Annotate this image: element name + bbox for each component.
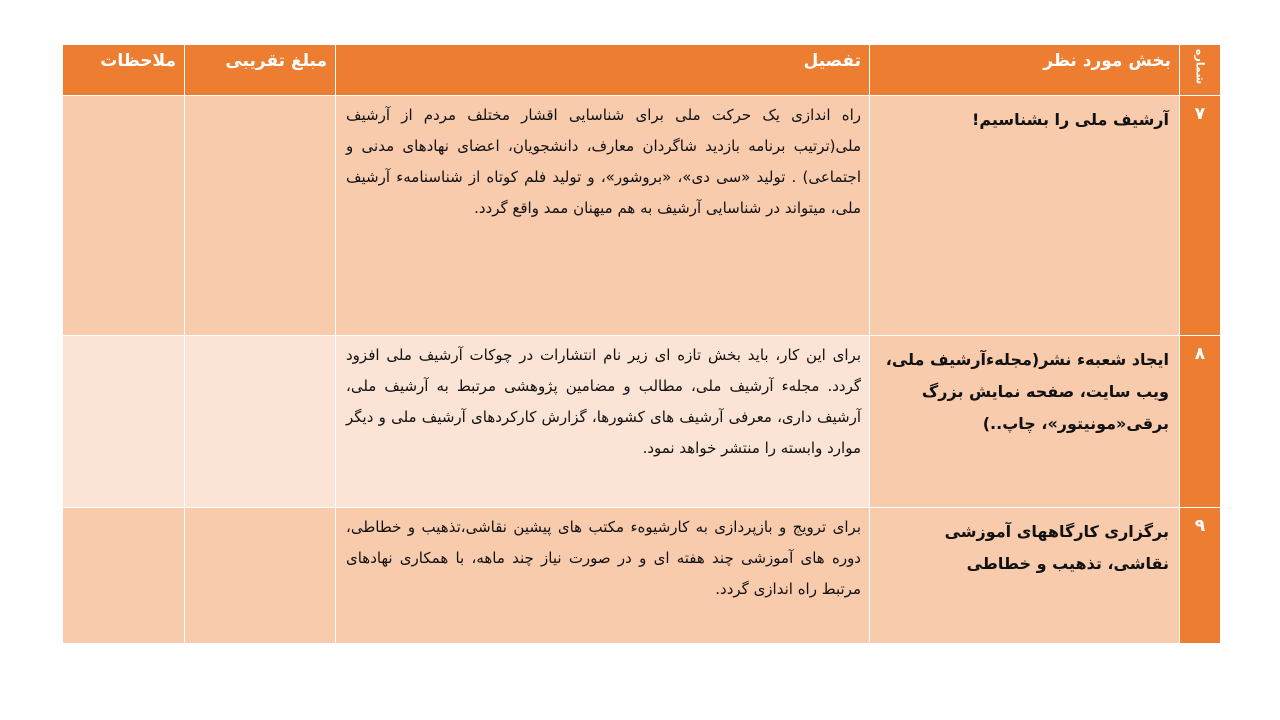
row-notes [63,96,185,336]
header-detail: تفصیل [336,45,870,96]
row-section: آرشیف ملی را بشناسیم! [870,96,1180,336]
row-detail: برای این کار، باید بخش تازه ای زیر نام انتشارات در چوکات آرشیف ملی افزود گردد. مجلهء آرشیف ملی، مطالب و مضامین پژوهشی مرتبط به آرشیف ملی، آرشیف داری، معرفی آرشیف های کشورها، گزارش کارکردهای آرشیف ملی و دیگر موارد وابسته را منتشر خواهد نمود. [336,336,870,508]
row-number: ۹ [1180,508,1221,644]
row-number: ۸ [1180,336,1221,508]
row-detail: راه اندازی یک حرکت ملی برای شناسایی اقشار مختلف مردم از آرشیف ملی(ترتیب برنامه بازدید شاگردان معارف، دانشجویان، اعضای نهادهای مدنی و اجتماعی) . تولید «سی دی»، «بروشور»، و تولید فلم کوتاه از شناسنامهء آرشیف ملی، میتواند در شناسایی آرشیف به هم میهنان ممد واقع گردد. [336,96,870,336]
header-section: بخش مورد نظر [870,45,1180,96]
row-detail: برای ترویج و بازپردازی به کارشیوهء مکتب های پیشین نقاشی،تذهیب و خطاطی، دوره های آموزشی چند هفته ای و در صورت نیاز چند ماهه، با همکاری نهادهای مرتبط راه اندازی گردد. [336,508,870,644]
row-section: برگزاری کارگاههای آموزشی نقاشی، تذهیب و خطاطی [870,508,1180,644]
header-number-label: شماره [1193,49,1207,85]
row-notes [63,336,185,508]
plan-table [62,44,1221,644]
header-notes: ملاحظات [63,45,185,96]
row-amount [185,508,336,644]
header-number [1180,45,1221,96]
header-row [63,45,1221,96]
row-number: ۷ [1180,96,1221,336]
row-notes [63,508,185,644]
table-row [63,336,1221,508]
header-amount: مبلغ تقریبی [185,45,336,96]
row-amount [185,96,336,336]
row-amount [185,336,336,508]
table-row [63,96,1221,336]
row-section: ایجاد شعبهء نشر(مجلهءآرشیف ملی، ویب سایت، صفحه نمایش بزرگ برقی«مونیتور»، چاپ..) [870,336,1180,508]
table-row [63,508,1221,644]
